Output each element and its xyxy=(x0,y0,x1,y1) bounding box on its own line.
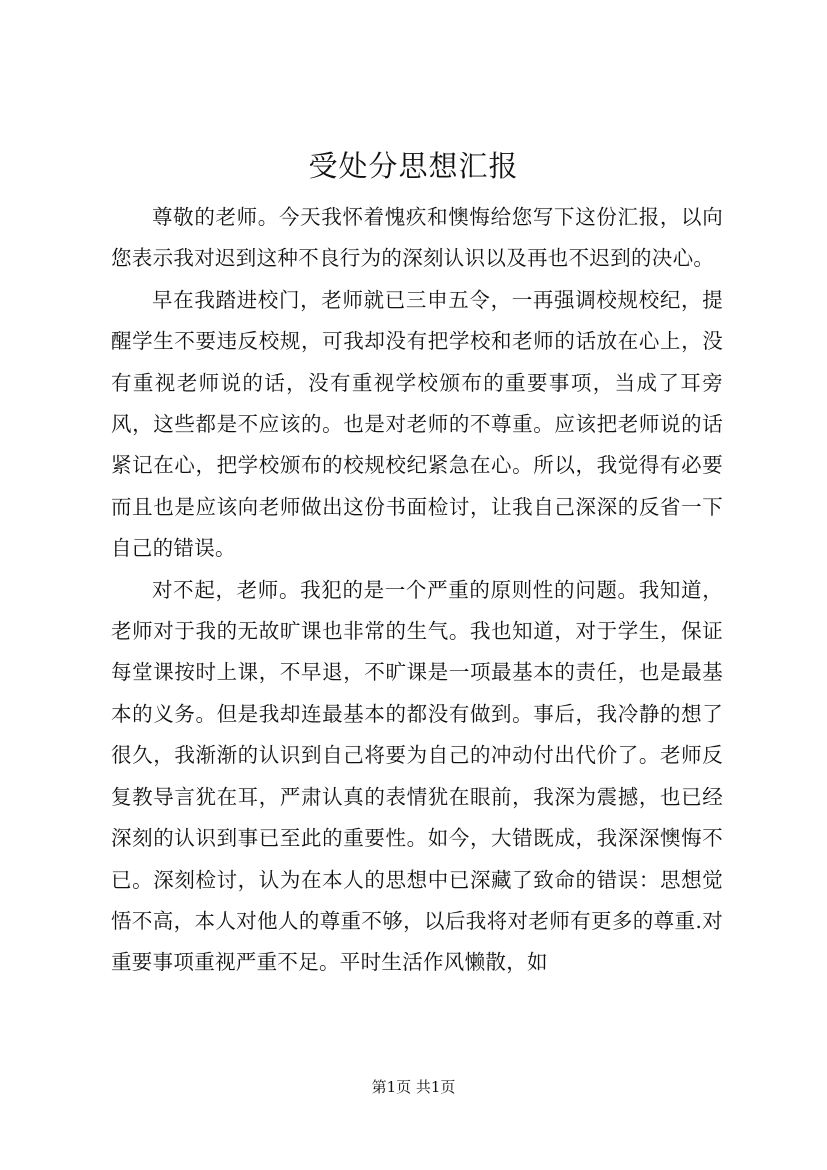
paragraph-3: 对不起，老师。我犯的是一个严重的原则性的问题。我知道，老师对于我的无故旷课也非常的生气。我也知道，对于学生，保证每堂课按时上课，不早退，不旷课是一项最基本的责任，也是最基本的义务。但是我却连最基本的都没有做到。事后，我冷静的想了很久，我渐渐的认识到自己将要为自己的冲动付出代价了。老师反复教导言犹在耳，严肃认真的表情犹在眼前，我深为震撼，也已经深刻的认识到事已至此的重要性。如今，大错既成，我深深懊悔不已。深刻检讨，认为在本人的思想中已深藏了致命的错误：思想觉悟不高，本人对他人的尊重不够，以后我将对老师有更多的尊重.对重要事项重视严重不足。平时生活作风懒散，如 xyxy=(111,577,723,975)
paragraph-1: 尊敬的老师。今天我怀着愧疚和懊悔给您写下这份汇报，以向您表示我对迟到这种不良行为的深刻认识以及再也不迟到的决心。 xyxy=(111,205,723,271)
page-footer: 第1页 共1页 xyxy=(371,1078,456,1096)
document-title: 受处分思想汇报 xyxy=(308,149,519,183)
document-body xyxy=(111,197,723,984)
paragraph-2: 早在我踏进校门，老师就已三申五令，一再强调校规校纪，提醒学生不要违反校规，可我却没有把学校和老师的话放在心上，没有重视老师说的话，没有重视学校颁布的重要事项，当成了耳旁风，这些都是不应该的。也是对老师的不尊重。应该把老师说的话紧记在心，把学校颁布的校规校纪紧急在心。所以，我觉得有必要而且也是应该向老师做出这份书面检讨，让我自己深深的反省一下自己的错误。 xyxy=(111,287,723,561)
